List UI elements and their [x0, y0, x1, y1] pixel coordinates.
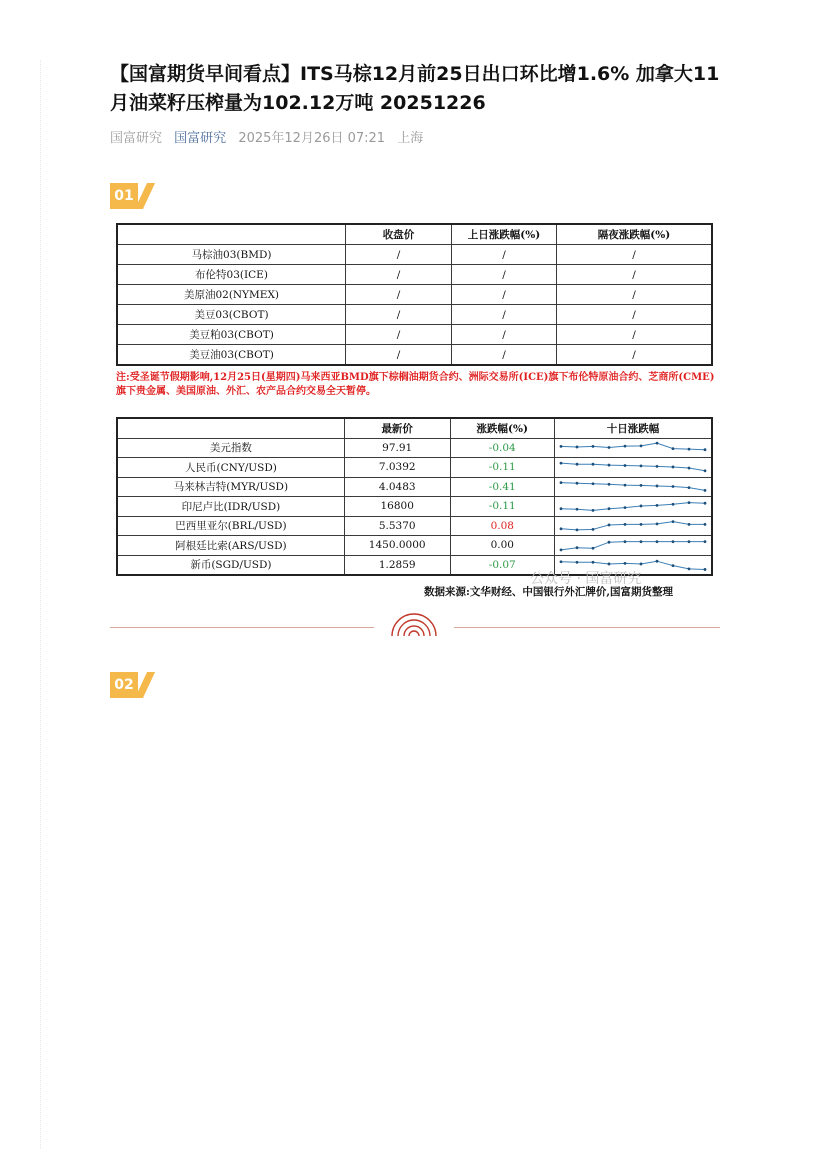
sparkline-point — [624, 484, 627, 487]
sparkline-point — [688, 448, 691, 451]
sparkline-point — [672, 503, 675, 506]
sparkline-point — [640, 540, 643, 543]
sparkline-point — [608, 541, 611, 544]
fx-table — [116, 417, 713, 576]
header-prev-change: 上日涨跌幅(%) — [452, 224, 557, 245]
article-meta — [110, 127, 431, 146]
change-percent: -0.41 — [450, 477, 554, 497]
sparkline-point — [704, 449, 707, 452]
table-row — [117, 305, 712, 325]
prev-change: / — [452, 265, 557, 285]
watermark-text: 公众号 · 国富研究 — [530, 571, 642, 587]
table-header-row — [117, 418, 712, 438]
table-row — [117, 438, 712, 458]
sparkline-path — [561, 443, 705, 450]
instrument-name: 布伦特03(ICE) — [117, 265, 346, 285]
sparkline-point — [656, 504, 659, 507]
overnight-change: / — [557, 345, 713, 366]
section-number: 01 — [110, 183, 138, 209]
sparkline-point — [560, 461, 563, 464]
change-percent: 0.08 — [450, 516, 554, 536]
ten-day-sparkline — [555, 438, 713, 458]
close-price: / — [346, 265, 452, 285]
sparkline-point — [688, 523, 691, 526]
account-link[interactable]: 国富研究 — [174, 131, 227, 146]
currency-name: 印尼卢比(IDR/USD) — [117, 497, 344, 517]
header-change: 涨跌幅(%) — [450, 418, 554, 438]
prev-change: / — [452, 345, 557, 366]
sparkline-point — [560, 561, 563, 564]
publish-datetime: 2025年12月26日 07:21 — [238, 131, 386, 146]
change-percent: -0.11 — [450, 497, 554, 517]
sparkline-point — [560, 482, 563, 485]
divider-left — [110, 627, 374, 628]
sparkline-point — [640, 484, 643, 487]
sparkline-point — [656, 523, 659, 526]
sparkline-point — [672, 485, 675, 488]
sparkline-point — [576, 508, 579, 511]
table-row — [117, 458, 712, 478]
change-percent: -0.04 — [450, 438, 554, 458]
sparkline-point — [688, 540, 691, 543]
sparkline-point — [592, 463, 595, 466]
sparkline-point — [560, 528, 563, 531]
sparkline-point — [608, 483, 611, 486]
ten-day-sparkline — [555, 516, 713, 536]
close-price: / — [346, 325, 452, 345]
sparkline-point — [592, 483, 595, 486]
sparkline-point — [624, 445, 627, 448]
sparkline-point — [704, 489, 707, 492]
table-row — [117, 516, 712, 536]
latest-price: 4.0483 — [344, 477, 450, 497]
sparkline-point — [560, 507, 563, 510]
sparkline-point — [624, 464, 627, 467]
sparkline-path — [561, 502, 705, 510]
sparkline-point — [592, 528, 595, 531]
prev-change: / — [452, 305, 557, 325]
sparkline-point — [672, 521, 675, 524]
sparkline-point — [704, 540, 707, 543]
sparkline-point — [672, 564, 675, 567]
table-row — [117, 497, 712, 517]
author-name: 国富研究 — [110, 131, 163, 146]
prev-change: / — [452, 245, 557, 265]
divider-right — [454, 627, 720, 628]
sparkline-point — [656, 485, 659, 488]
ten-day-sparkline — [555, 536, 713, 556]
sparkline-point — [688, 486, 691, 489]
sparkline-point — [640, 563, 643, 566]
section-badge-02 — [110, 672, 154, 698]
sparkline-point — [608, 463, 611, 466]
sparkline-point — [656, 442, 659, 445]
sparkline-point — [704, 568, 707, 571]
sparkline-point — [608, 563, 611, 566]
overnight-change: / — [557, 285, 713, 305]
table-row — [117, 265, 712, 285]
sparkline-path — [561, 463, 705, 471]
table-row — [117, 325, 712, 345]
latest-price: 7.0392 — [344, 458, 450, 478]
change-percent: -0.11 — [450, 458, 554, 478]
sparkline-point — [592, 445, 595, 448]
sparkline-point — [656, 540, 659, 543]
data-source: 数据来源:文华财经、中国银行外汇牌价,国富期货整理 — [424, 586, 674, 598]
header-close: 收盘价 — [346, 224, 452, 245]
sparkline-point — [592, 509, 595, 512]
sparkline-point — [656, 560, 659, 563]
header-ten-day-trend: 十日涨跌幅 — [555, 418, 713, 438]
overnight-change: / — [557, 245, 713, 265]
sparkline-point — [576, 546, 579, 549]
header-name — [117, 224, 346, 245]
change-percent: -0.07 — [450, 555, 554, 575]
instrument-name: 马棕油03(BMD) — [117, 245, 346, 265]
article-title: 【国富期货早间看点】ITS马棕12月前25日出口环比增1.6% 加拿大11月油菜籽压榨量为102.12万吨 20251226 — [110, 63, 720, 114]
sparkline-point — [576, 561, 579, 564]
page-edge-guide — [40, 60, 41, 1149]
sparkline-point — [704, 523, 707, 526]
section-badge-01 — [110, 183, 154, 209]
sparkline-point — [624, 506, 627, 509]
sparkline-point — [688, 501, 691, 504]
sparkline-point — [656, 465, 659, 468]
prev-change: / — [452, 325, 557, 345]
sparkline-point — [592, 547, 595, 550]
sparkline-point — [560, 445, 563, 448]
header-latest-price: 最新价 — [344, 418, 450, 438]
instrument-name: 美原油02(NYMEX) — [117, 285, 346, 305]
sparkline-point — [704, 502, 707, 505]
sparkline-point — [624, 540, 627, 543]
close-price: / — [346, 345, 452, 366]
sparkline-point — [576, 446, 579, 449]
sparkline-point — [704, 469, 707, 472]
table-header-row — [117, 224, 712, 245]
overnight-change: / — [557, 265, 713, 285]
table-row — [117, 477, 712, 497]
table-row — [117, 345, 712, 366]
prev-change: / — [452, 285, 557, 305]
header-name — [117, 418, 344, 438]
sparkline-point — [640, 445, 643, 448]
holiday-note: 注:受圣诞节假期影响,12月25日(星期四)马来西亚BMD旗下棕榈油期货合约、洲际交易所(ICE)旗下布伦特原油合约、芝商所(CME)旗下贵金属、美国原油、外汇、农产品合约交易全天暂停。 — [116, 372, 715, 397]
sparkline-path — [561, 541, 705, 549]
table-row — [117, 285, 712, 305]
ten-day-sparkline — [555, 497, 713, 517]
currency-name: 新币(SGD/USD) — [117, 555, 344, 575]
latest-price: 16800 — [344, 497, 450, 517]
close-price: / — [346, 285, 452, 305]
overnight-change: / — [557, 305, 713, 325]
sparkline-point — [576, 463, 579, 466]
sparkline-point — [576, 529, 579, 532]
currency-name: 人民币(CNY/USD) — [117, 458, 344, 478]
currency-name: 马来林吉特(MYR/USD) — [117, 477, 344, 497]
ten-day-sparkline — [555, 458, 713, 478]
publish-location: 上海 — [397, 131, 424, 146]
latest-price: 1.2859 — [344, 555, 450, 575]
section-number: 02 — [110, 672, 138, 698]
sparkline-point — [608, 446, 611, 449]
sparkline-point — [640, 504, 643, 507]
overnight-change: / — [557, 325, 713, 345]
sparkline-point — [576, 482, 579, 485]
currency-name: 美元指数 — [117, 438, 344, 458]
change-percent: 0.00 — [450, 536, 554, 556]
cloud-ornament-icon — [386, 606, 442, 638]
table-row — [117, 245, 712, 265]
sparkline-path — [561, 483, 705, 491]
sparkline-point — [672, 465, 675, 468]
sparkline-point — [608, 507, 611, 510]
header-overnight-change: 隔夜涨跌幅(%) — [557, 224, 713, 245]
sparkline-point — [624, 523, 627, 526]
sparkline-point — [624, 562, 627, 565]
close-price: / — [346, 305, 452, 325]
currency-name: 巴西里亚尔(BRL/USD) — [117, 516, 344, 536]
sparkline-path — [561, 522, 705, 530]
ten-day-sparkline — [555, 477, 713, 497]
latest-price: 1450.0000 — [344, 536, 450, 556]
sparkline-point — [592, 561, 595, 564]
sparkline-point — [640, 464, 643, 467]
sparkline-point — [672, 447, 675, 450]
sparkline-point — [640, 523, 643, 526]
latest-price: 97.91 — [344, 438, 450, 458]
sparkline-point — [672, 540, 675, 543]
instrument-name: 美豆粕03(CBOT) — [117, 325, 346, 345]
close-price: / — [346, 245, 452, 265]
sparkline-point — [688, 568, 691, 571]
instrument-name: 美豆03(CBOT) — [117, 305, 346, 325]
instrument-name: 美豆油03(CBOT) — [117, 345, 346, 366]
currency-name: 阿根廷比索(ARS/USD) — [117, 536, 344, 556]
sparkline-point — [688, 466, 691, 469]
sparkline-point — [608, 524, 611, 527]
sparkline-point — [560, 548, 563, 551]
table-row — [117, 536, 712, 556]
futures-table — [116, 223, 713, 366]
latest-price: 5.5370 — [344, 516, 450, 536]
